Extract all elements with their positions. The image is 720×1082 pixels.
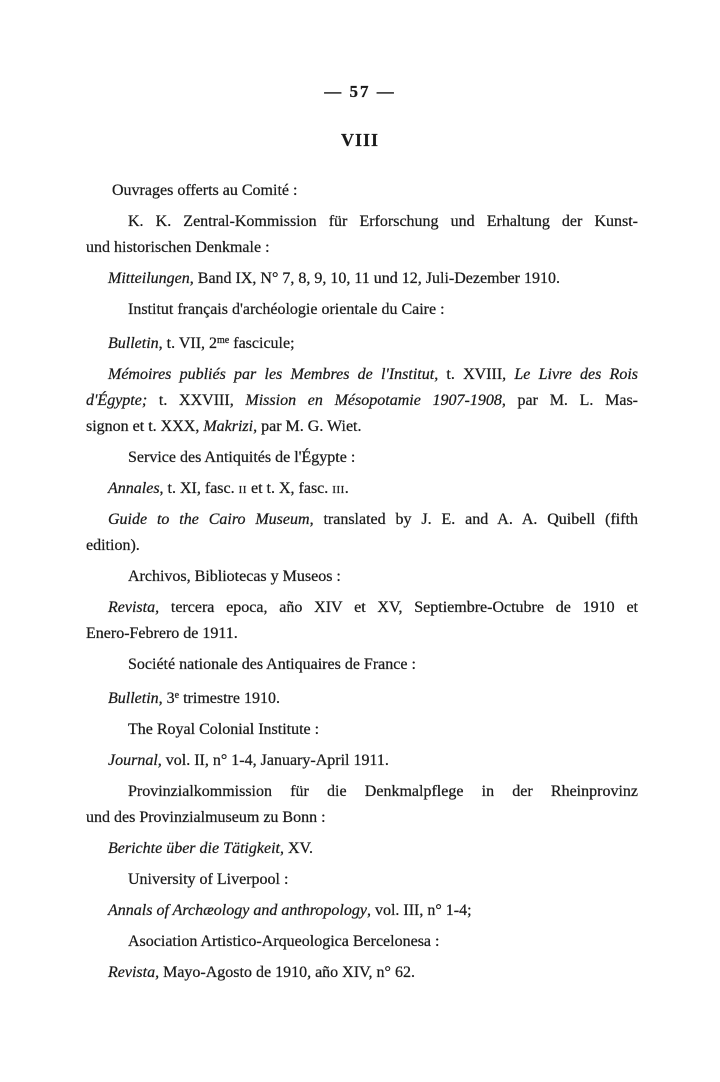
text-segment-sc: ii bbox=[238, 480, 247, 497]
text-segment: K. K. Zentral-Kommission für Erforschung und Erhaltung der Kunst- bbox=[128, 213, 638, 230]
text-segment: , t. XI, fasc. bbox=[159, 480, 239, 497]
paragraph-org-13 bbox=[86, 717, 638, 743]
text-segment: t. XXVIII, bbox=[147, 392, 246, 409]
text-segment: University of Liverpool : bbox=[128, 871, 289, 888]
text-line bbox=[86, 779, 638, 805]
paragraph-entry-12 bbox=[86, 683, 638, 712]
text-segment: Institut français d'archéologie orientale du Caire : bbox=[128, 301, 445, 318]
text-segment: , Mayo-Agosto de 1910, año XIV, n° 62. bbox=[155, 964, 415, 981]
text-line bbox=[86, 507, 638, 533]
text-segment: , Band IX, N° 7, 8, 9, 10, 11 und 12, Juli-Dezember 1910. bbox=[189, 270, 560, 287]
paragraph-entry-5 bbox=[86, 362, 638, 440]
text-line bbox=[86, 652, 638, 678]
text-line bbox=[86, 929, 638, 955]
text-segment-i: Annales bbox=[108, 480, 160, 497]
paragraph-entry-14 bbox=[86, 748, 638, 774]
text-segment-i: d'Égypte; bbox=[86, 392, 148, 409]
text-segment-i: Mission en Mésopotamie 1907-1908 bbox=[245, 392, 502, 409]
text-segment: Archivos, Bibliotecas y Museos : bbox=[128, 568, 341, 585]
text-line bbox=[86, 748, 638, 774]
paragraph-intro-0 bbox=[86, 178, 638, 204]
text-segment: Service des Antiquités de l'Égypte : bbox=[128, 449, 356, 466]
paragraph-entry-20 bbox=[86, 960, 638, 986]
paragraph-entry-8 bbox=[86, 507, 638, 559]
text-segment: und des Provinzialmuseum zu Bonn : bbox=[86, 809, 326, 826]
text-segment-i: Mémoires publiés par les Membres de l'Institut bbox=[108, 366, 435, 383]
text-segment-i: Mitteilungen bbox=[108, 270, 190, 287]
paragraph-org-11 bbox=[86, 652, 638, 678]
text-segment: , XV. bbox=[279, 840, 313, 857]
text-segment-i: Makrizi bbox=[203, 418, 254, 435]
text-segment: et t. X, fasc. bbox=[246, 480, 333, 497]
text-line bbox=[86, 297, 638, 323]
text-line bbox=[86, 595, 638, 621]
text-line bbox=[86, 533, 638, 559]
text-line bbox=[86, 178, 638, 204]
text-segment: Asociation Artistico-Arqueologica Bercelonesa : bbox=[128, 933, 440, 950]
text-line bbox=[86, 414, 638, 440]
paragraph-entry-7 bbox=[86, 476, 638, 502]
paragraph-entry-2 bbox=[86, 266, 638, 292]
text-segment-i: Annals of Archæology and anthropology bbox=[108, 902, 367, 919]
text-line bbox=[86, 960, 638, 986]
text-segment: , translated by J. E. and A. A. Quibell (fifth bbox=[309, 511, 638, 528]
text-line bbox=[86, 209, 638, 235]
paragraph-org-6 bbox=[86, 445, 638, 471]
text-segment: , 3 bbox=[158, 690, 175, 707]
text-line bbox=[86, 564, 638, 590]
text-line bbox=[86, 328, 638, 357]
text-segment-i: Le Livre des Rois bbox=[514, 366, 639, 383]
text-segment-i: Revista bbox=[108, 599, 156, 616]
paragraph-org-17 bbox=[86, 867, 638, 893]
text-line bbox=[86, 836, 638, 862]
text-line bbox=[86, 867, 638, 893]
text-segment-sup: e bbox=[174, 690, 180, 701]
text-segment: , vol. II, n° 1-4, January-April 1911. bbox=[157, 752, 389, 769]
paragraph-org-3 bbox=[86, 297, 638, 323]
text-line bbox=[86, 266, 638, 292]
text-segment: , tercera epoca, año XIV et XV, Septiembre-Octubre de 1910 et bbox=[155, 599, 638, 616]
page-number: — 57 — bbox=[324, 82, 396, 101]
text-segment-i: Journal bbox=[108, 752, 158, 769]
text-segment: , t. XVIII, bbox=[434, 366, 515, 383]
text-segment: Provinzialkommission für die Denkmalpflege in der Rheinprovinz bbox=[128, 783, 638, 800]
text-segment: Ouvrages offerts au Comité : bbox=[112, 182, 298, 199]
text-line bbox=[86, 621, 638, 647]
paragraph-entry-4 bbox=[86, 328, 638, 357]
text-segment: und historischen Denkmale : bbox=[86, 239, 270, 256]
text-segment-i: Berichte über die Tätigkeit bbox=[108, 840, 280, 857]
text-line bbox=[86, 898, 638, 924]
paragraph-org-9 bbox=[86, 564, 638, 590]
bibliography-list bbox=[86, 178, 638, 986]
text-segment-i: Guide to the Cairo Museum bbox=[108, 511, 310, 528]
paragraph-entry-10 bbox=[86, 595, 638, 647]
paragraph-org-15 bbox=[86, 779, 638, 831]
text-line bbox=[86, 388, 638, 414]
text-segment-sc: iii bbox=[332, 480, 345, 497]
paragraph-entry-16 bbox=[86, 836, 638, 862]
text-segment: edition). bbox=[86, 537, 140, 554]
text-segment: , t. VII, 2 bbox=[158, 335, 218, 352]
paragraph-org-1 bbox=[86, 209, 638, 261]
text-segment: Enero-Febrero de 1911. bbox=[86, 625, 238, 642]
text-segment: , par M. L. Mas- bbox=[501, 392, 638, 409]
text-line bbox=[86, 717, 638, 743]
text-line bbox=[86, 805, 638, 831]
text-segment: , vol. III, n° 1-4; bbox=[366, 902, 472, 919]
text-segment: , par M. G. Wiet. bbox=[253, 418, 362, 435]
section-heading: VIII bbox=[340, 130, 379, 150]
text-line bbox=[86, 445, 638, 471]
text-segment: signon et t. XXX, bbox=[86, 418, 204, 435]
text-segment: . bbox=[344, 480, 349, 497]
text-segment-sup: me bbox=[217, 335, 230, 346]
paragraph-entry-18 bbox=[86, 898, 638, 924]
text-line bbox=[86, 362, 638, 388]
text-segment: trimestre 1910. bbox=[179, 690, 280, 707]
text-segment: fascicule; bbox=[229, 335, 295, 352]
text-segment-i: Revista bbox=[108, 964, 156, 981]
text-segment: The Royal Colonial Institute : bbox=[128, 721, 320, 738]
text-line bbox=[86, 683, 638, 712]
text-line bbox=[86, 476, 638, 502]
paragraph-org-19 bbox=[86, 929, 638, 955]
text-segment-i: Bulletin bbox=[108, 690, 159, 707]
text-segment: Société nationale des Antiquaires de France : bbox=[128, 656, 416, 673]
text-line bbox=[86, 235, 638, 261]
text-segment-i: Bulletin bbox=[108, 335, 159, 352]
